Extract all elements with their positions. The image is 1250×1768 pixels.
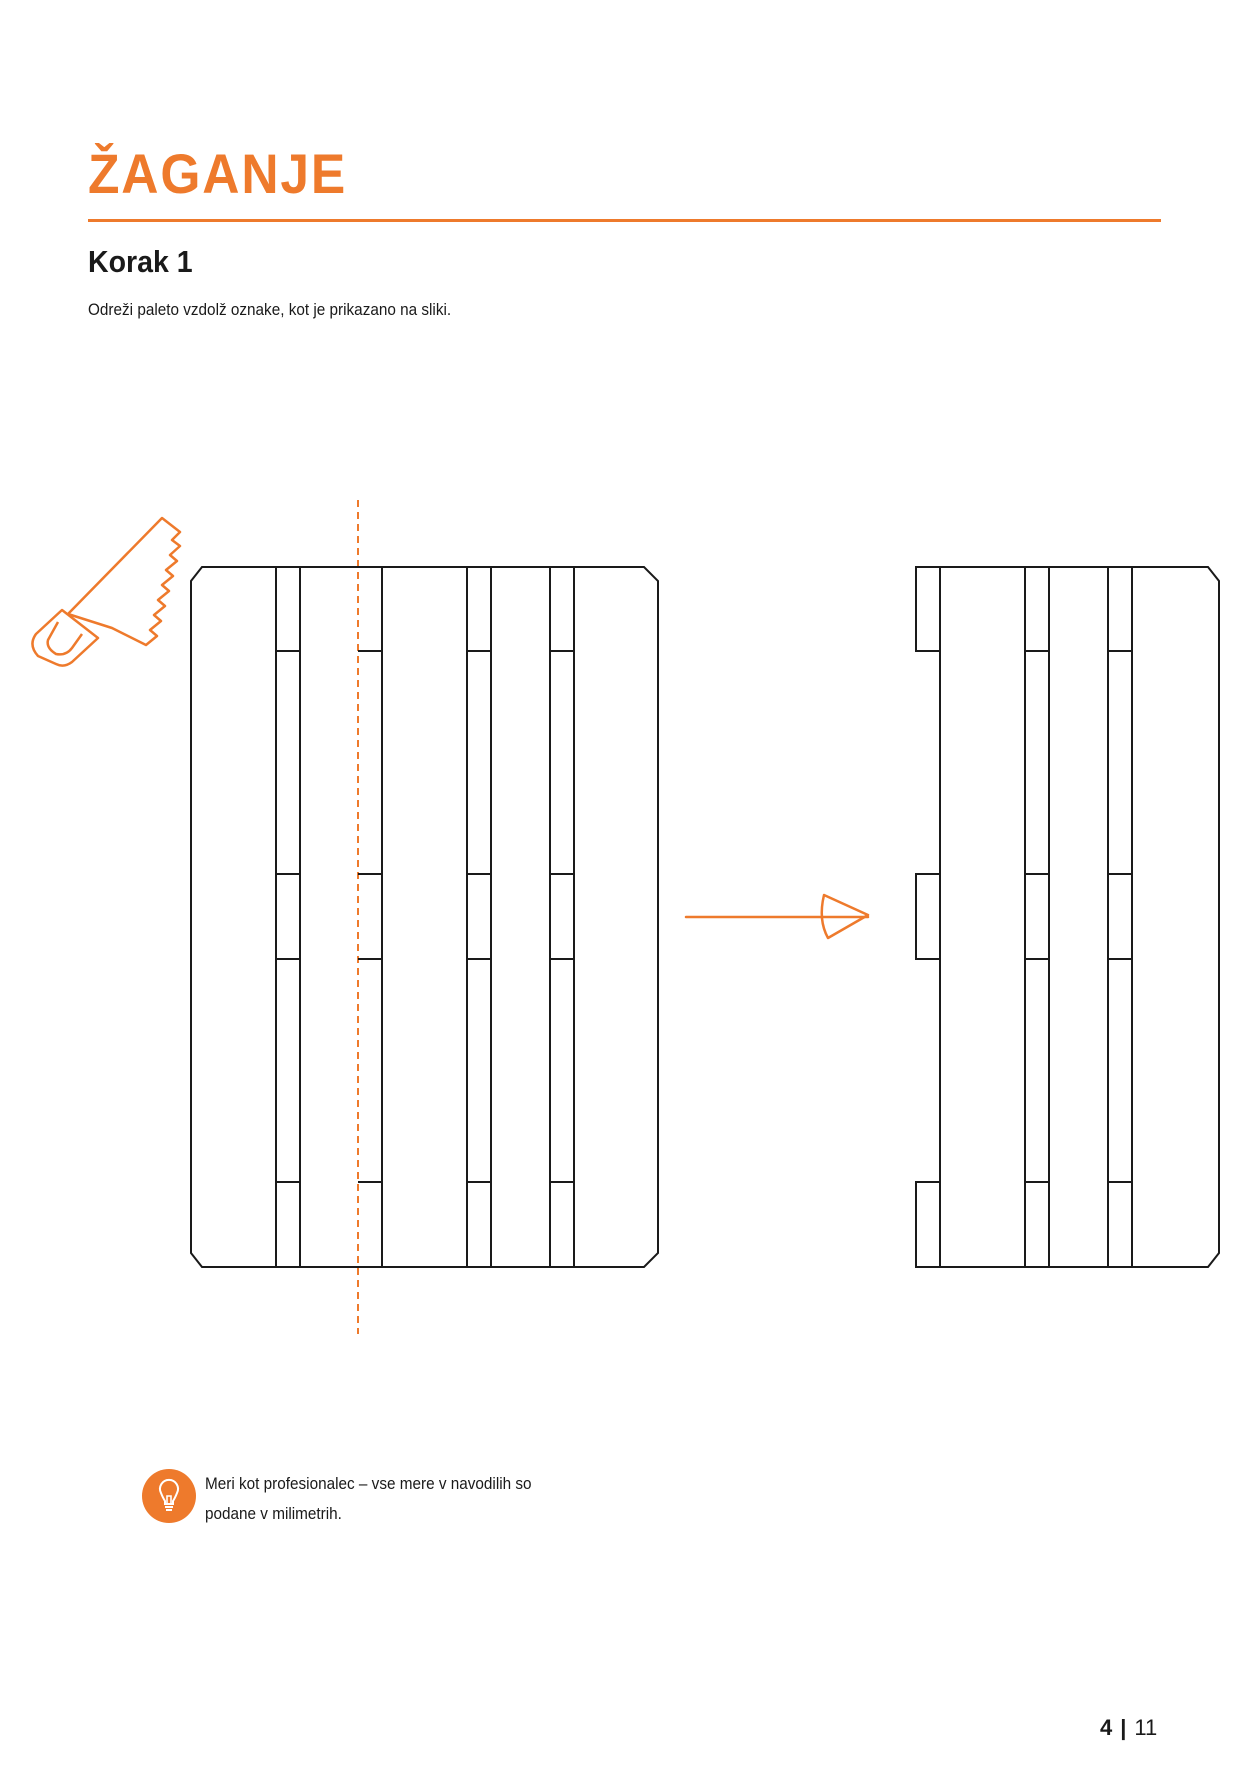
page-total: 11	[1134, 1715, 1158, 1740]
pallet-before	[191, 567, 658, 1267]
arrow-right-icon	[686, 895, 868, 938]
page-number	[1100, 1717, 1157, 1739]
page-current: 4	[1100, 1715, 1113, 1740]
tip-line-1: Meri kot profesionalec – vse mere v navodilih so	[205, 1474, 532, 1493]
page-title: ŽAGANJE	[88, 142, 348, 205]
step-title: Korak 1	[88, 244, 193, 279]
page-separator: |	[1120, 1715, 1127, 1740]
pallet-after	[916, 567, 1219, 1267]
step-instruction: Odreži paleto vzdolž oznake, kot je prikazano na sliki.	[88, 300, 452, 319]
saw-icon	[32, 518, 180, 666]
tip-text	[205, 1469, 547, 1529]
lightbulb-icon	[141, 1468, 197, 1524]
tip-line-2: podane v milimetrih.	[205, 1504, 342, 1523]
